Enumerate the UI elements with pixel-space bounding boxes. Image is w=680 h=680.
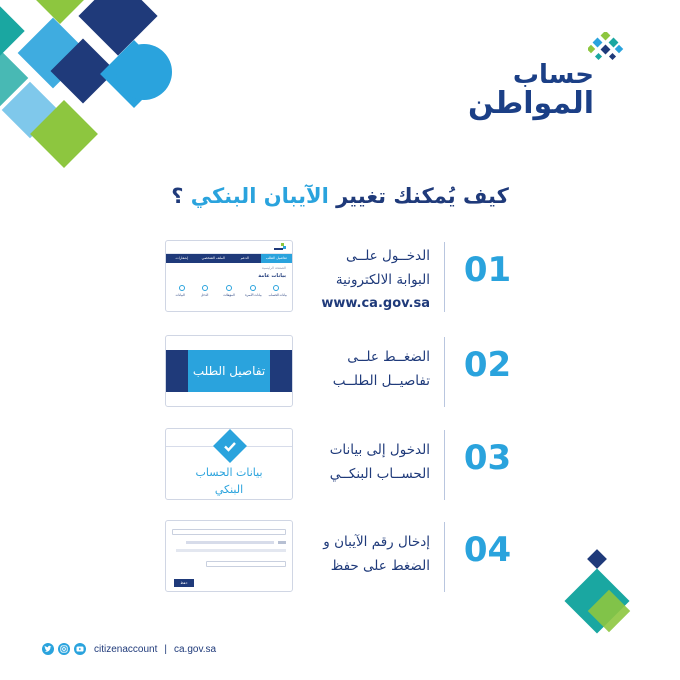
decorative-pattern xyxy=(0,0,200,190)
checkmark-badge xyxy=(213,429,247,463)
step-divider xyxy=(444,337,445,407)
step-description xyxy=(295,345,430,393)
youtube-icon[interactable] xyxy=(74,643,86,655)
bank-account-label: البنكي xyxy=(214,483,244,496)
footer xyxy=(42,642,216,656)
circle-icon xyxy=(179,285,185,291)
step-description xyxy=(295,244,430,316)
iban-form-screenshot xyxy=(165,520,293,592)
form-row xyxy=(278,541,286,544)
portal-icon-label: الدخل xyxy=(200,293,209,297)
step-number: 03 xyxy=(463,438,512,478)
step-2 xyxy=(165,335,520,411)
portal-nav-item: تفاصيل الطلب xyxy=(261,254,293,263)
step-number: 02 xyxy=(463,345,512,385)
save-button[interactable]: حفظ xyxy=(174,579,194,587)
portal-logo-icon xyxy=(272,243,286,252)
bank-account-label: بيانات الحساب xyxy=(195,466,263,479)
step-number: 01 xyxy=(463,250,512,290)
bank-account-card[interactable] xyxy=(166,464,292,498)
page-title xyxy=(0,184,680,208)
step-line: الدخول إلى بيانات xyxy=(329,442,430,458)
website-link[interactable]: www.ca.gov.sa xyxy=(321,296,430,311)
portal-icon-label: بيانات الحساب xyxy=(268,293,287,297)
website-link[interactable]: ca.gov.sa xyxy=(173,643,217,655)
step-line: البوابة الالكترونية xyxy=(335,272,430,288)
request-details-screenshot xyxy=(165,335,293,407)
title-part2: ؟ xyxy=(171,184,191,208)
circle-icon xyxy=(250,285,256,291)
footer-separator: | xyxy=(164,643,167,655)
logo-text-line2: المواطن xyxy=(467,85,594,121)
portal-icon-labels xyxy=(166,291,292,297)
request-details-button[interactable]: تفاصيل الطلب xyxy=(188,350,270,392)
title-accent: الآيبان البنكي xyxy=(190,184,329,208)
step-line: تفاصيــل الطلــب xyxy=(332,373,430,389)
portal-screenshot xyxy=(165,240,293,312)
bank-account-screenshot xyxy=(165,428,293,500)
portal-nav-item: إشعارات xyxy=(175,256,189,260)
logo-text-line1: حساب xyxy=(512,60,594,90)
portal-nav-item: الدعم xyxy=(240,256,249,260)
social-handle[interactable]: citizenaccount xyxy=(94,643,158,655)
portal-header xyxy=(166,241,292,254)
circle-icon xyxy=(226,285,232,291)
step-description xyxy=(295,530,430,578)
step-line: إدخال رقم الآيبان و xyxy=(323,534,430,550)
portal-icons xyxy=(166,279,292,291)
decorative-diamond xyxy=(560,548,650,638)
step-divider xyxy=(444,242,445,312)
form-row xyxy=(176,549,286,552)
step-number: 04 xyxy=(463,530,512,570)
portal-icon-label: بيانات الأسرة xyxy=(245,293,262,297)
title-part1: كيف يُمكنك تغيير xyxy=(328,184,509,208)
instagram-icon[interactable] xyxy=(58,643,70,655)
step-description xyxy=(295,438,430,486)
confirm-input[interactable] xyxy=(206,561,286,567)
citizen-account-logo xyxy=(467,32,634,121)
step-4 xyxy=(165,520,520,596)
portal-icon-label: البيانات xyxy=(175,293,185,297)
step-line: الحســاب البنكــي xyxy=(329,466,430,482)
check-icon xyxy=(218,434,242,458)
portal-icon-label: المؤهلات xyxy=(223,293,235,297)
step-divider xyxy=(444,430,445,500)
step-divider xyxy=(444,522,445,592)
step-line: الدخــول علــى xyxy=(346,248,430,264)
portal-breadcrumb: الصفحة الرئيسية xyxy=(261,266,286,270)
step-3 xyxy=(165,428,520,504)
portal-section-title: بيانات عامة xyxy=(258,273,286,279)
form-row xyxy=(186,541,274,544)
step-line: الضغــط علــى xyxy=(347,349,430,365)
portal-nav-item: الملف الشخصي xyxy=(201,256,225,260)
step-line: الضغط على حفظ xyxy=(330,558,430,574)
portal-nav xyxy=(166,254,292,263)
iban-input[interactable] xyxy=(172,529,286,535)
twitter-icon[interactable] xyxy=(42,643,54,655)
step-1 xyxy=(165,240,520,316)
